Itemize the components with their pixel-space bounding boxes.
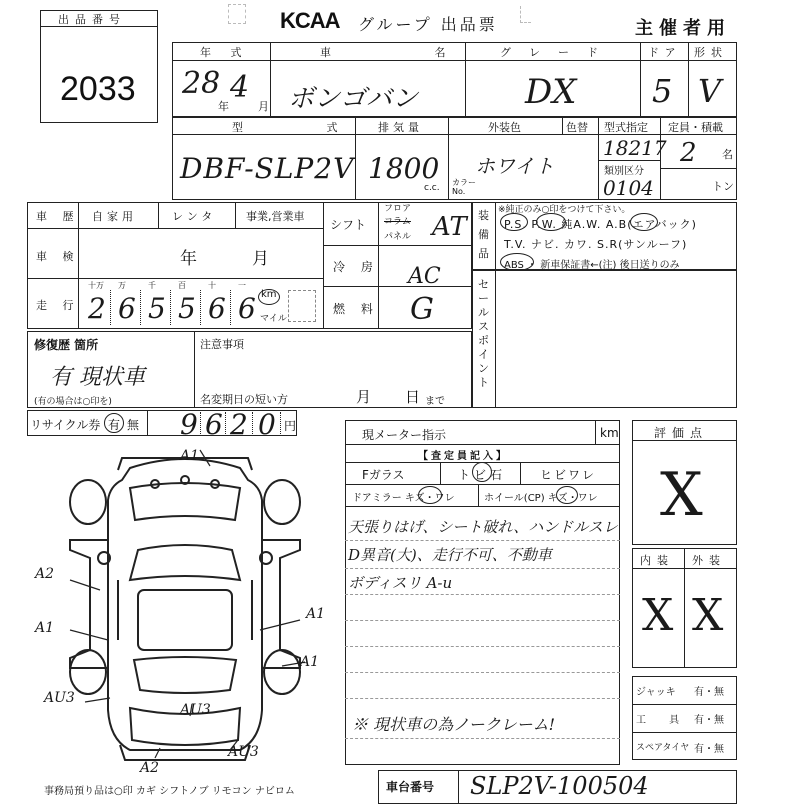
mileage-label: 走 行 (36, 299, 80, 312)
damage-mark: AU3 (180, 702, 211, 718)
chassis-label: 車台番号 (386, 780, 435, 794)
recycle-digit: 6 (205, 408, 223, 441)
year-unit: 年 (218, 100, 229, 113)
mileage-place: 千 (148, 281, 156, 290)
color-no-sub: カラーNo. (452, 178, 476, 196)
jack-option[interactable]: 有・無 (694, 687, 724, 698)
brand-logo: KCAA (280, 8, 340, 33)
ac-label: 冷 房 (333, 260, 379, 274)
glass-label: Fガラス (362, 468, 405, 482)
damage-mark: A2 (140, 760, 160, 776)
mileage-digit: 2 (88, 292, 106, 325)
recycle-digit: 9 (180, 408, 198, 441)
body-type-value: V (698, 72, 722, 110)
recycle-digit: 2 (230, 408, 248, 441)
shift-label: シフト (330, 218, 367, 232)
evaluation-label: 評価点 (654, 426, 709, 440)
recycle-has[interactable]: 有 (108, 418, 121, 432)
damage-mark: A1 (180, 448, 200, 464)
corner-mark (520, 6, 531, 23)
repair-value: 有 現状車 (50, 365, 145, 390)
equipment-line1: P.S. P.W. 純A.W. A.B(エアバック) (504, 218, 697, 231)
fuel-value: G (410, 292, 434, 327)
jack-label: ジャッキ (636, 687, 676, 698)
body-type-label: 形状 (694, 46, 728, 59)
classification-label: 類別区分 (604, 166, 644, 177)
history-private[interactable]: 自家用 (92, 210, 137, 223)
inspection-note: ※ 現状車の為ノークレーム! (352, 715, 556, 734)
sales-point-label: セールスポイント (478, 278, 489, 389)
classification-value: 0104 (603, 176, 654, 200)
damage-mark: A1 (300, 654, 320, 670)
corner-mark (228, 4, 246, 24)
damage-mark: A1 (306, 606, 326, 622)
history-label: 車 歴 (36, 210, 80, 223)
load-unit: トン (712, 180, 734, 193)
capacity-value: 2 (680, 138, 697, 168)
evaluation-score: X (660, 460, 703, 530)
lot-number: 2033 (60, 70, 136, 108)
type-designation-value: 18217 (603, 136, 667, 160)
model-value: DBF-SLP2V (180, 152, 355, 185)
car-name-value: ボンゴバン (288, 84, 419, 114)
shift-floor: フロア (384, 204, 412, 214)
ac-value: AC (408, 264, 441, 289)
inspection-note: ボディスリ A-u (348, 574, 453, 592)
year-label: 年 式 (200, 46, 250, 59)
sheet-title: グループ 出品票 (358, 15, 498, 34)
ab-circle-mark (630, 213, 658, 231)
car-name-label: 車 名 (320, 46, 496, 59)
meter-label: 現メーター指示 (362, 428, 447, 442)
deadline-suffix: まで (425, 396, 445, 407)
damage-mark: A2 (35, 566, 55, 582)
mileage-place: 一 (238, 281, 246, 290)
mileage-digit: 5 (178, 292, 196, 325)
exterior-label: 外装 (692, 554, 726, 567)
deadline-day-unit: 日 (405, 388, 421, 406)
spare-option[interactable]: 有・無 (694, 744, 724, 755)
notes-label: 注意事項 (200, 338, 244, 351)
grade-label: グレード (500, 46, 616, 59)
inspection-year-unit: 年 (180, 249, 197, 269)
mileage-place: 百 (178, 281, 186, 290)
mileage-digit: 6 (118, 292, 136, 325)
chip-label: トビ石 (458, 468, 507, 482)
inspection-month-unit: 月 (252, 249, 269, 269)
car-damage-diagram (30, 440, 340, 790)
color-label: 外装色 (488, 121, 521, 134)
interior-score: X (642, 590, 674, 641)
recycle-has-circle-mark (104, 413, 124, 433)
month-value: 4 (230, 70, 250, 105)
fuel-label: 燃 料 (333, 302, 379, 316)
shift-panel: パネル (384, 232, 412, 242)
model-label: 型 式 (232, 121, 378, 134)
spare-label: スペアタイヤ (636, 743, 690, 753)
stamp-box (288, 290, 316, 322)
equipment-label: 装備品 (478, 209, 489, 260)
inspector-title: 【査定員記入】 (418, 451, 509, 462)
pw-circle-mark (536, 213, 566, 231)
displacement-unit: c.c. (424, 183, 440, 193)
equipment-note: ※純正のみ○印をつけて下さい。 (498, 205, 631, 215)
wheel-label: ホイール(CP) キズ・ワレ (484, 493, 598, 504)
inspection-label: 車 検 (36, 250, 80, 263)
km-unit: km (261, 289, 277, 300)
crack-label: ヒビワレ (540, 468, 597, 482)
mirror-circle-mark (418, 486, 442, 504)
recycle-label: リサイクル券 (30, 418, 101, 432)
mileage-place: 万 (118, 281, 126, 290)
chip-circle-mark (472, 462, 492, 482)
doors-value: 5 (652, 72, 673, 110)
month-unit: 月 (258, 100, 269, 113)
displacement-label: 排気量 (378, 121, 423, 134)
grade-value: DX (525, 72, 577, 112)
inspection-note: 天張りはげ、シート破れ、ハンドルスレ (348, 518, 618, 536)
capacity-label: 定員・積載 (668, 121, 723, 134)
repair-sub-label: (有の場合は○印を) (34, 397, 112, 407)
color-no-label: 色替 (566, 121, 588, 134)
displacement-value: 1800 (368, 152, 440, 185)
recycle-unit: 円 (284, 419, 297, 433)
mileage-digit: 6 (208, 292, 226, 325)
tools-label: 工 具 (636, 715, 690, 726)
recycle-none[interactable]: 無 (127, 418, 140, 432)
inspection-note: D異音(大)、走行不可、不動車 (348, 546, 552, 564)
history-rental[interactable]: レンタ (172, 210, 217, 223)
mirror-label: ドアミラー キズ・ワレ (352, 493, 455, 504)
lot-number-label: 出品番号 (58, 13, 126, 26)
damage-mark: AU3 (228, 744, 259, 760)
equipment-line2: T.V. ナビ. カワ. S.R(サンルーフ) (504, 238, 688, 251)
type-designation-label: 型式指定 (604, 121, 648, 134)
abs-circle-mark (500, 253, 534, 271)
meter-unit: km (600, 426, 619, 440)
equipment-line3: ABS ・ 新車保証書←(注) 後日送りのみ (504, 260, 680, 271)
organizer-label: 主催者用 (635, 18, 731, 39)
exterior-score: X (692, 590, 724, 641)
damage-mark: A1 (35, 620, 55, 636)
keys-note: 事務局預り品は○印 カギ シフトノブ リモコン ナビロム (44, 786, 295, 797)
deadline-month-unit: 月 (356, 388, 372, 406)
wheel-circle-mark (556, 486, 578, 504)
mileage-place: 十万 (88, 281, 104, 290)
shift-value: AT (432, 212, 467, 242)
doors-label: ドア (648, 46, 682, 59)
chassis-value: SLP2V-100504 (470, 772, 649, 800)
interior-label: 内装 (640, 554, 674, 567)
deadline-label: 名変期日の短い方 (200, 393, 288, 406)
damage-mark: AU3 (44, 690, 75, 706)
repair-label: 修復歴 箇所 (34, 338, 99, 352)
mileage-place: 十 (208, 281, 216, 290)
capacity-unit: 名 (722, 148, 733, 161)
recycle-digit: 0 (258, 408, 276, 441)
ps-circle-mark (500, 213, 528, 231)
history-business[interactable]: 事業,営業車 (246, 210, 305, 223)
color-value: ホワイト (475, 154, 555, 178)
tools-option[interactable]: 有・無 (694, 715, 724, 726)
mile-unit: マイル (260, 314, 287, 324)
mileage-digit: 6 (238, 292, 256, 325)
sales-point-box (472, 270, 737, 408)
year-value: 28 (182, 66, 221, 101)
shift-column: コラム (384, 217, 411, 227)
mileage-digit: 5 (148, 292, 166, 325)
